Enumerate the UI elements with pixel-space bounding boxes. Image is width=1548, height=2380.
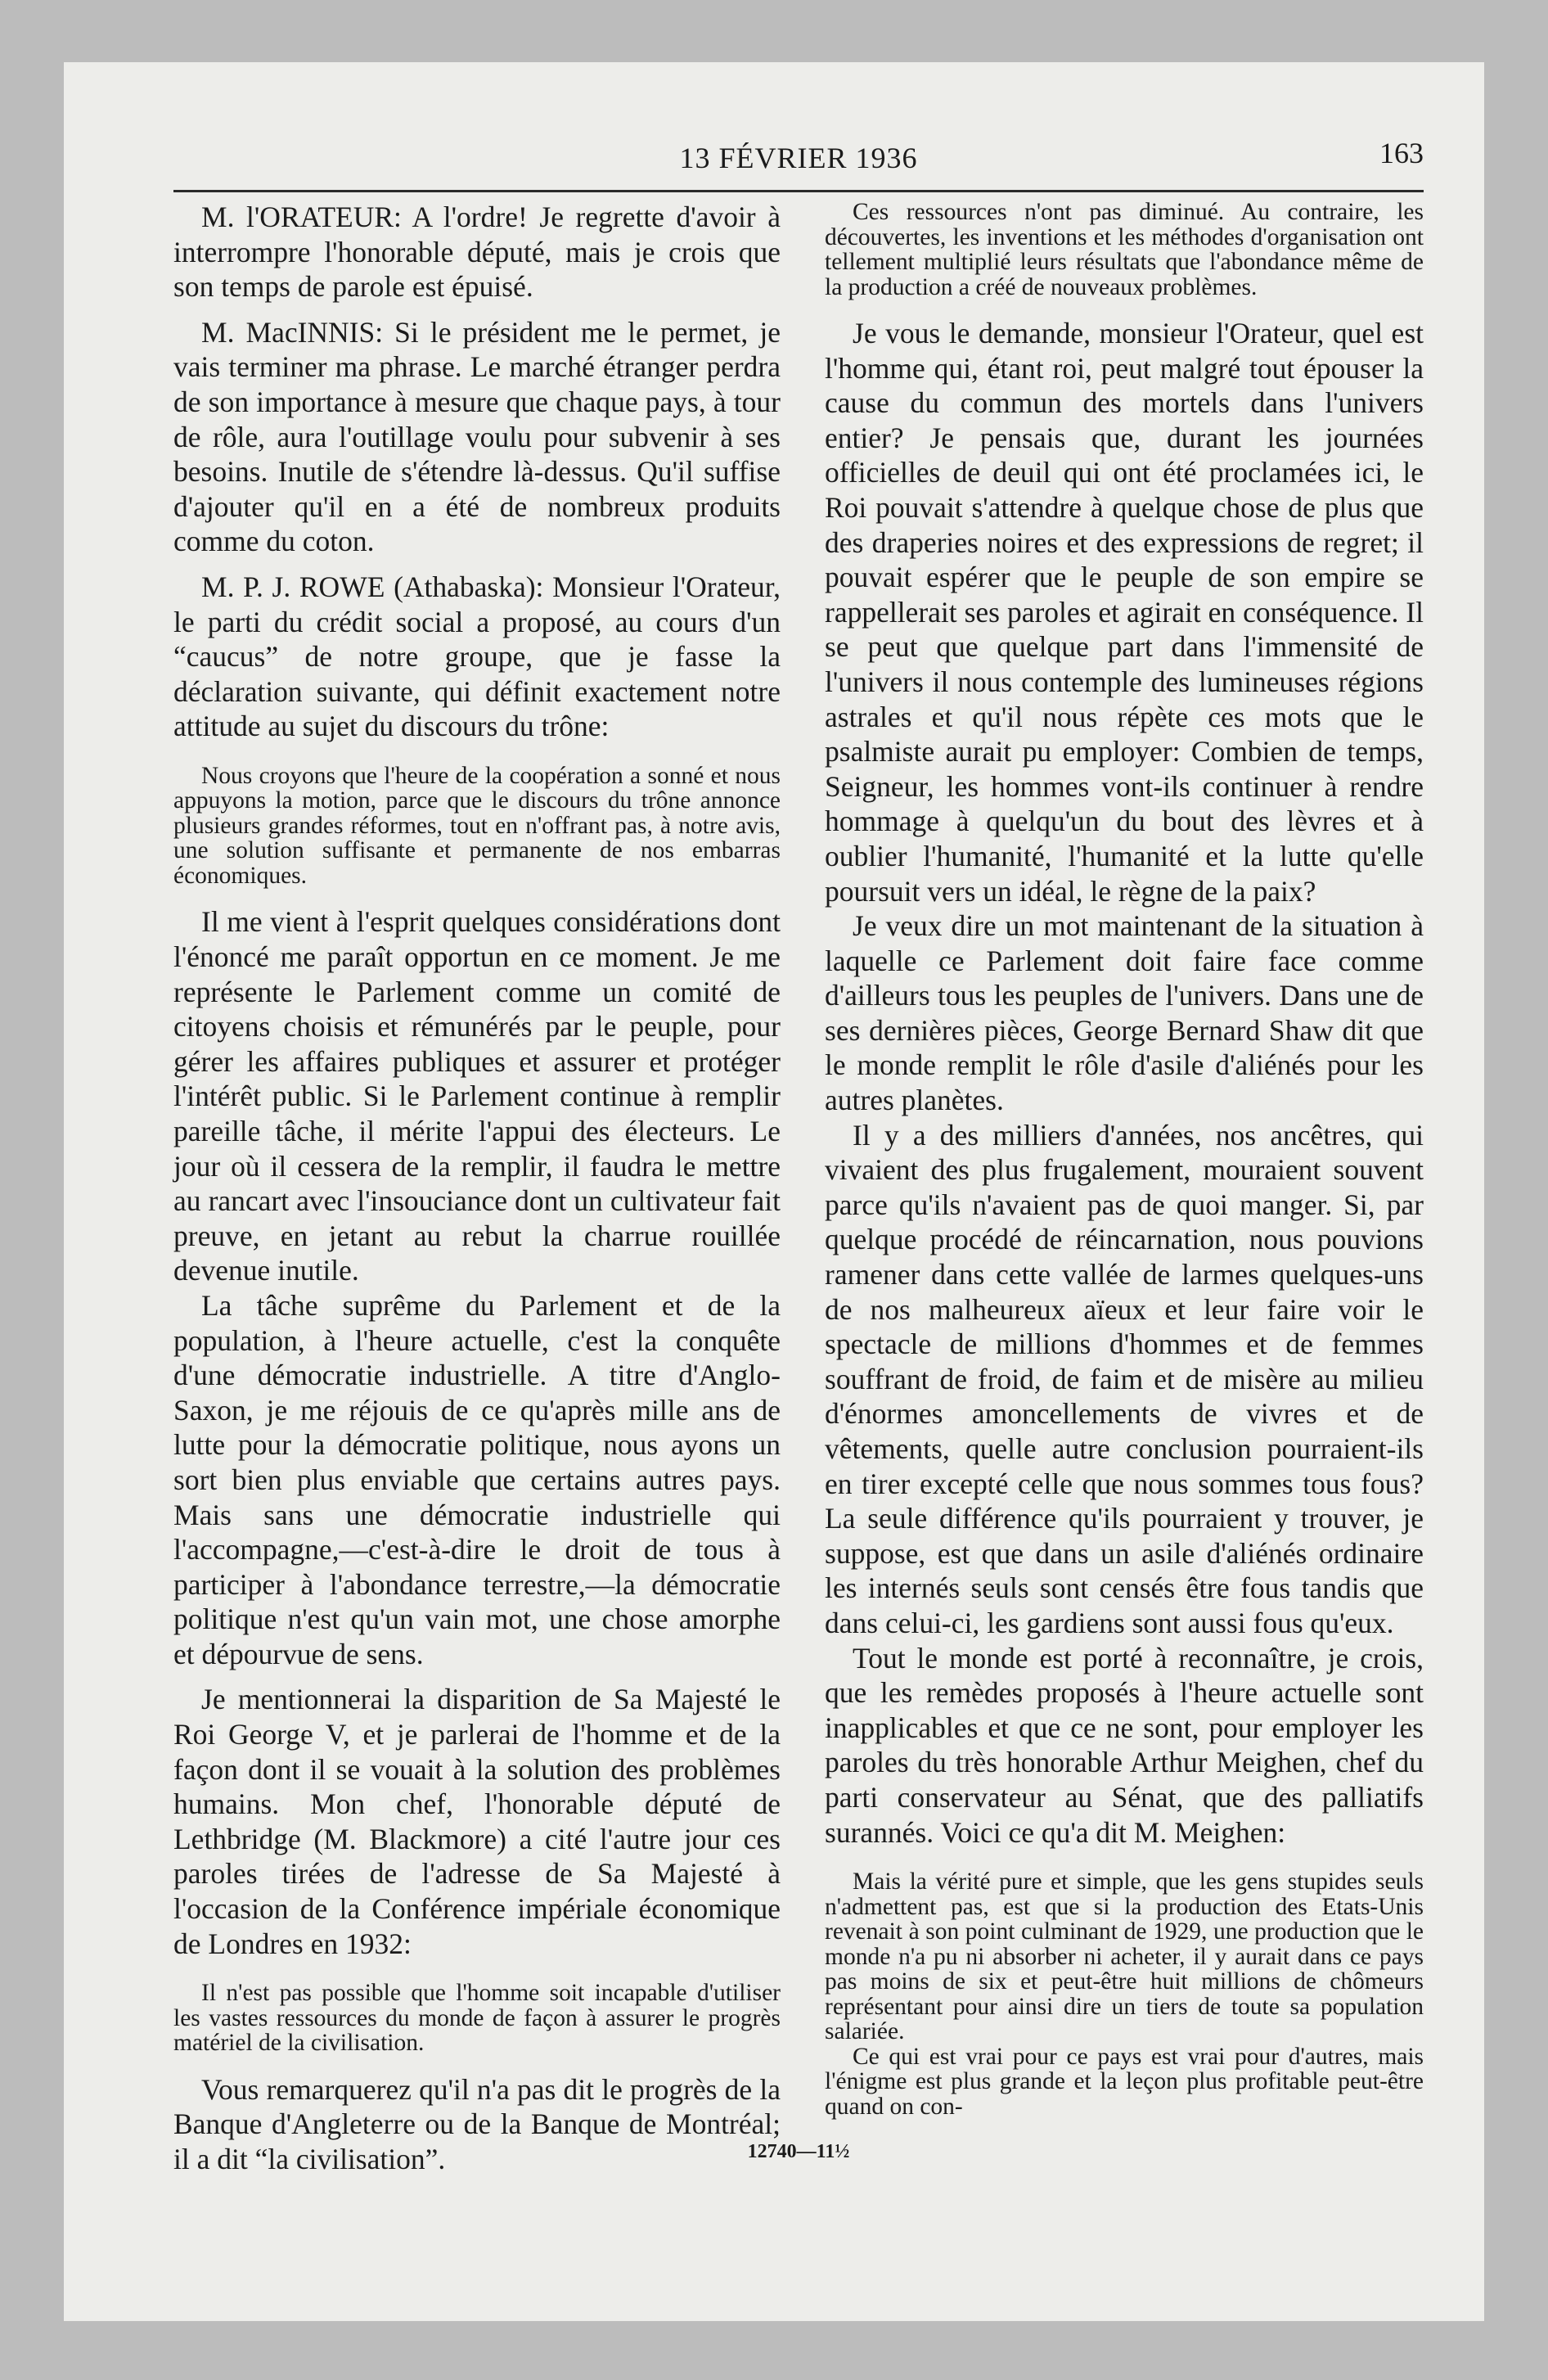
quote-meighen-continued: Ce qui est vrai pour ce pays est vrai pour d'autres, mais l'énigme est plus grande et la leçon plus profitable peut-être quand on con- bbox=[825, 2043, 1424, 2120]
right-column bbox=[825, 200, 1424, 2119]
header-date: 13 FÉVRIER 1936 bbox=[679, 142, 918, 174]
paragraph-democratie: La tâche suprême du Parlement et de la population, à l'heure actuelle, c'est la conquête d'une démocratie industrielle. A titre d'Anglo-Saxon, je me réjouis de ce qu'après mille ans de lutte pour la démocratie politique, nous ayons un sort bien plus enviable que certains autres pays. Mais sans une démocratie industrielle qui l'accompagne,—c'est-à-dire le droit de tous à participer à l'abondance terrestre,—la démocratie politique n'est qu'un vain mot, une chose amorphe et dépourvue de sens. bbox=[173, 1288, 781, 1670]
page-header bbox=[173, 85, 1424, 183]
paragraph-remedes: Tout le monde est porté à reconnaître, je crois, que les remèdes proposés à l'heure actuelle sont inapplicables et que ce ne sont, pour employer les paroles du très honorable Arthur Meighen, chef du parti conservateur au Sénat, que des palliatifs surannés. Voici ce qu'a dit M. Meighen: bbox=[825, 1641, 1424, 1849]
page-number: 163 bbox=[1379, 137, 1424, 169]
paragraph-situation: Je veux dire un mot maintenant de la situation à laquelle ce Parlement doit faire face comme d'ailleurs tous les peuples de l'univers. Dans une de ses dernières pièces, George Bernard Shaw dit que le monde remplit le rôle d'asile d'aliénés pour les autres planètes. bbox=[825, 909, 1424, 1117]
paragraph-parlement: Il me vient à l'esprit quelques considérations dont l'énoncé me paraît opportun en ce moment. Je me représente le Parlement comme un comité de citoyens choisis et rémunérés par le peuple, pour gérer les affaires publiques et assurer et protéger l'intérêt public. Si le Parlement continue à remplir pareille tâche, il mérite l'appui des électeurs. Le jour où il cessera de la remplir, il faudra le mettre au rancart avec l'insouciance dont un cultivateur fait preuve, en jetant au rebut la charrue rouillée devenue inutile. bbox=[173, 905, 781, 1287]
quote-meighen: Mais la vérité pure et simple, que les gens stupides seuls n'admettent pas, est que si la production des Etats-Unis revenait à son point culminant de 1929, une production que le monde n'a pu ni absorber ni acheter, il y aurait dans ce pays pas moins de six et peut-être huit millions de chômeurs représentant pour ainsi dire un tiers de toute sa population salariée. bbox=[825, 1868, 1424, 2045]
quote-roi: Il n'est pas possible que l'homme soit incapable d'utiliser les vastes ressources du monde de façon à assurer le progrès matériel de la civilisation. bbox=[173, 1980, 781, 2057]
header-rule bbox=[173, 190, 1424, 192]
paragraph-roi-george: Je mentionnerai la disparition de Sa Majesté le Roi George V, et je parlerai de l'homme et de la façon dont il se vouait à la solution des problèmes humains. Mon chef, l'honorable député de Lethbridge (M. Blackmore) a cité l'autre jour ces paroles tirées de l'adresse de Sa Majesté à l'occasion de la Conférence impériale économique de Londres en 1932: bbox=[173, 1683, 781, 1960]
speech-orateur: M. l'ORATEUR: A l'ordre! Je regrette d'avoir à interrompre l'honorable député, mais je crois que son temps de parole est épuisé. bbox=[173, 201, 781, 304]
quote-declaration: Nous croyons que l'heure de la coopération a sonné et nous appuyons la motion, parce que le discours du trône annonce plusieurs grandes réformes, tout en n'offrant pas, à notre avis, une solution suffisante et permanente de nos embarras économiques. bbox=[173, 762, 781, 889]
footer-signature: 12740—11½ bbox=[747, 2141, 850, 2162]
left-column bbox=[173, 200, 781, 2177]
paragraph-ancetres: Il y a des milliers d'années, nos ancêtres, qui vivaient des plus frugalement, mouraient souvent parce qu'ils n'avaient pas de quoi manger. Si, par quelque procédé de réincarnation, nous pouvions ramener dans cette vallée de larmes quelques-uns de nos malheureux aïeux et leur faire voir le spectacle de millions d'hommes et de femmes souffrant de froid, de faim et de misère au milieu d'énormes amoncellements de vivres et de vêtements, quelle autre conclusion pourraient-ils en tirer excepté celle que nous sommes tous fous? La seule différence qu'ils pourraient y trouver, je suppose, est que dans un asile d'aliénés ordinaire les internés seuls sont censés être fous tandis que dans celui-ci, les gardiens sont aussi fous qu'eux. bbox=[825, 1118, 1424, 1639]
speech-rowe: M. P. J. ROWE (Athabaska): Monsieur l'Orateur, le parti du crédit social a proposé, au cours d'un “caucus” de notre groupe, que je fasse la déclaration suivante, qui définit exactement notre attitude au sujet du discours du trône: bbox=[173, 570, 781, 743]
paragraph-civilisation: Vous remarquerez qu'il n'a pas dit le progrès de la Banque d'Angleterre ou de la Banque de Montréal; il a dit “la civilisation”. bbox=[173, 2072, 781, 2175]
paragraph-roi-peuple: Je vous le demande, monsieur l'Orateur, quel est l'homme qui, étant roi, peut malgré tout épouser la cause du commun des mortels dans l'univers entier? Je pensais que, durant les journées officielles de deuil qui ont été proclamées ici, le Roi pouvait s'attendre à quelque chose de plus que des draperies noires et des expressions de regret; il pouvait espérer que le peuple de son empire se rappellerait ses paroles et agirait en conséquence. Il se peut que quelque part dans l'immensité de l'univers il nous contemple des lumineuses régions astrales et qu'il nous répète ces mots que le psalmiste aurait pu employer: Combien de temps, Seigneur, les hommes vont-ils continuer à rendre hommage à quelqu'un du bout des lèvres et à oublier l'humanité, l'humanité et la lutte qu'elle poursuit vers un idéal, le règne de la paix? bbox=[825, 317, 1424, 908]
speech-macinnis: M. MacINNIS: Si le président me le permet, je vais terminer ma phrase. Le marché étranger perdra de son importance à mesure que chaque pays, à tour de rôle, aura l'outillage voulu pour subvenir à ses besoins. Inutile de s'étendre là-dessus. Qu'il suffise d'ajouter qu'il en a été de nombreux produits comme du coton. bbox=[173, 315, 781, 558]
quote-ressources: Ces ressources n'ont pas diminué. Au contraire, les découvertes, les inventions et les méthodes d'organisation ont tellement multiplié leurs résultats que l'abondance même de la production a créé de nouveaux problèmes. bbox=[825, 199, 1424, 300]
